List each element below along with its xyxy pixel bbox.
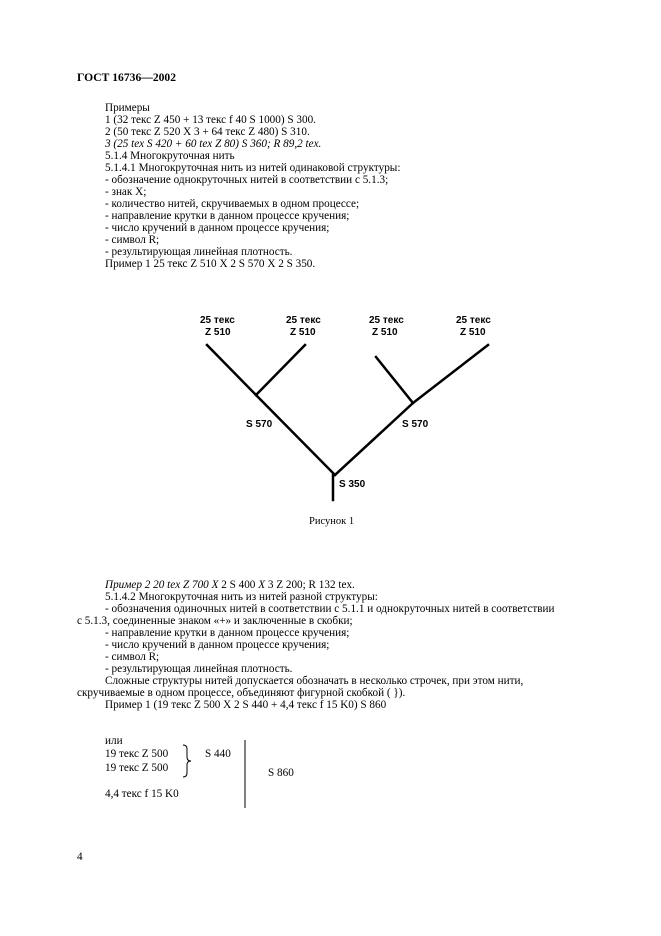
branch-line	[376, 357, 413, 403]
example-2	[105, 579, 355, 591]
list-item: - результирующая линейная плотность.	[105, 246, 293, 258]
figure-caption: Рисунок 1	[309, 516, 355, 527]
branch-line	[207, 345, 256, 395]
list-item: - символ R;	[105, 234, 160, 246]
curly-brace	[180, 744, 196, 778]
leaf-label: Z 510	[460, 327, 486, 338]
list-item-continuation: с 5.1.3, соединенные знаком «+» и заключенные в скобки;	[77, 615, 353, 627]
list-item: - обозначение однокруточных нитей в соответствии с 5.1.3;	[105, 174, 389, 186]
section-5-1-4-title: 5.1.4 Многокруточная нить	[105, 150, 235, 162]
list-item: - направление крутки в данном процессе кручения;	[105, 627, 350, 639]
structure-s440: S 440	[205, 748, 231, 760]
structure-yarn-2: 19 текс Z 500	[105, 762, 169, 774]
list-item: - обозначения одиночных нитей в соответствии с 5.1.1 и однокруточных нитей в соответствии	[105, 603, 555, 615]
structure-s860: S 860	[268, 767, 294, 779]
list-item: - число кручений в данном процессе кручения;	[105, 222, 330, 234]
example-1b: Пример 1 (19 текс Z 500 X 2 S 440 + 4,4 текс f 15 K0) S 860	[105, 699, 387, 711]
structure-yarn-3: 4,4 текс f 15 K0	[105, 788, 179, 800]
branch-line	[413, 345, 488, 403]
leaf-label: Z 510	[372, 327, 398, 338]
list-item: - направление крутки в данном процессе кручения;	[105, 210, 350, 222]
example-2-text: 3 Z 200; R 132 tex.	[265, 579, 355, 591]
bracket-line	[240, 740, 250, 808]
structure-yarn-1: 19 текс Z 500	[105, 748, 169, 760]
section-5-1-4-1-title: 5.1.4.1 Многокруточная нить из нитей одинаковой структуры:	[105, 162, 401, 174]
leaf-label: 25 текс	[200, 315, 235, 326]
root-label: S 350	[339, 479, 366, 490]
example-line: 1 (32 текс Z 450 + 13 текс f 40 S 1000) S 300.	[105, 114, 316, 126]
section-5-1-4-2-title: 5.1.4.2 Многокруточная нить из нитей разной структуры:	[105, 591, 378, 603]
leaf-label: Z 510	[205, 327, 231, 338]
example-2-italic-x: X	[258, 579, 266, 591]
list-item: - знак X;	[105, 186, 147, 198]
leaf-label: 25 текс	[286, 315, 321, 326]
page-header: ГОСТ 16736—2002	[77, 71, 177, 84]
examples-title: Примеры	[105, 102, 150, 114]
list-item: - символ R;	[105, 651, 160, 663]
list-item: - число кручений в данном процессе кручения;	[105, 639, 330, 651]
example-line: 3 (25 tex S 420 + 60 tex Z 80) S 360; R 89,2 tex.	[105, 138, 322, 150]
or-label: или	[105, 735, 123, 747]
paragraph-line: Сложные структуры нитей допускается обозначать в несколько строчек, при этом нити,	[105, 675, 524, 687]
example-2-text: 2 S 400	[218, 579, 259, 591]
leaf-label: Z 510	[290, 327, 316, 338]
branch-line	[335, 403, 413, 475]
example-line: 2 (50 текс Z 520 X 3 + 64 текс Z 480) S 310.	[105, 126, 310, 138]
example-1: Пример 1 25 текс Z 510 X 2 S 570 X 2 S 350.	[105, 258, 316, 270]
list-item: - результирующая линейная плотность.	[105, 663, 293, 675]
node-label-left: S 570	[246, 419, 273, 430]
leaf-label: 25 текс	[369, 315, 404, 326]
branch-line	[256, 395, 335, 475]
branch-line	[256, 345, 305, 395]
node-label-right: S 570	[402, 419, 429, 430]
leaf-label: 25 текс	[456, 315, 491, 326]
list-item: - количество нитей, скручиваемых в одном процессе;	[105, 198, 360, 210]
example-2-italic: Пример 2 20 tex Z 700 X	[105, 579, 219, 591]
page-number: 4	[77, 851, 83, 863]
paragraph-line: скручиваемые в одном процессе, объединяют фигурной скобкой ( }).	[77, 687, 406, 699]
